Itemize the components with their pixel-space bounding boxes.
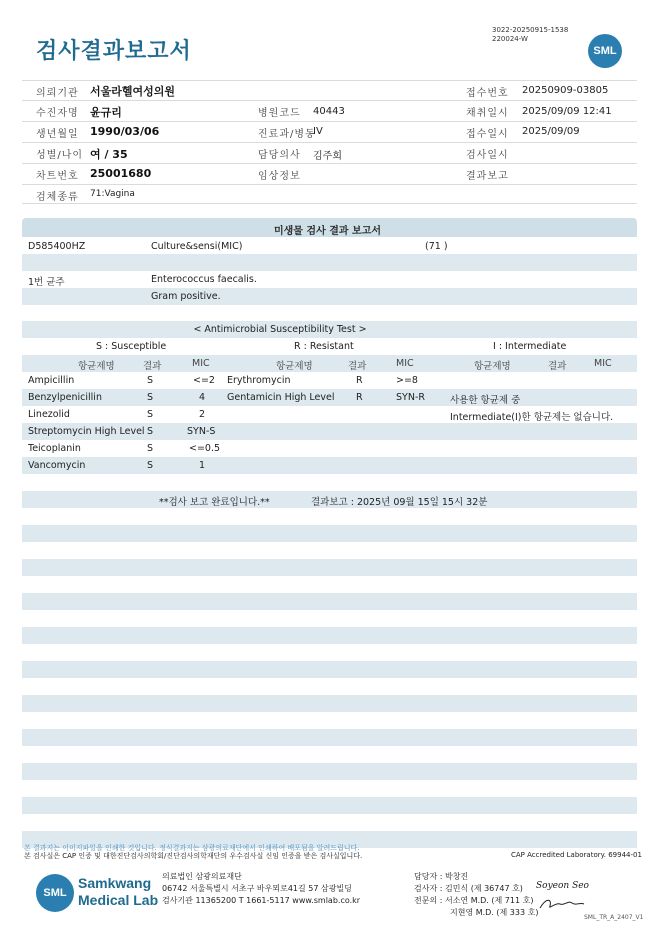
receipt-no-label: 접수번호 xyxy=(466,88,509,99)
chart-no-value: 25001680 xyxy=(90,167,152,180)
test-date-label: 검사일시 xyxy=(466,150,509,161)
page-title: 검사결과보고서 xyxy=(36,39,192,64)
completion-message: **검사 보고 완료입니다.** xyxy=(159,497,270,508)
hosp-code-label: 병원코드 xyxy=(258,108,301,119)
org-contact: 검사기관 11365200 T 1661-5117 www.smlab.co.kr xyxy=(162,896,361,905)
divider xyxy=(22,184,637,185)
drug-result: S xyxy=(147,443,154,454)
specialist-2: 지현영 M.D. (제 333 호) xyxy=(450,908,539,917)
drug-name: Vancomycin xyxy=(28,460,86,471)
drug-result: R xyxy=(356,392,363,403)
image-print-notice: 본 결과지는 이미지파일을 인쇄한 것입니다. 정식결과지는 삼광의료재단에서 인쇄하여 배포됨을 알려드립니다. xyxy=(24,844,360,852)
dept-value: IV xyxy=(313,126,323,137)
col-drug-header: 항균제명 xyxy=(78,361,115,372)
report-time: 결과보고 : 2025년 09월 15일 15시 32분 xyxy=(311,497,488,508)
signature: Soyeon Seo xyxy=(536,881,589,891)
divider xyxy=(22,80,637,81)
collect-date-value: 2025/09/09 12:41 xyxy=(522,106,612,117)
dob-label: 생년월일 xyxy=(36,129,79,140)
specimen-value: 71:Vagina xyxy=(90,189,135,199)
col-mic-header: MIC xyxy=(594,358,612,369)
test-number: (71 ) xyxy=(425,241,448,252)
drug-name: Streptomycin High Level xyxy=(28,426,145,437)
drug-mic: 4 xyxy=(199,392,206,403)
drug-result: S xyxy=(147,426,154,437)
intermediate-note-1: 사용한 항균제 중 xyxy=(450,395,521,406)
brand-line1: Samkwang xyxy=(78,875,152,891)
divider xyxy=(22,203,637,204)
empty-band xyxy=(22,627,637,644)
drug-name: Teicoplanin xyxy=(28,443,81,454)
empty-band xyxy=(22,525,637,542)
legend-susceptible: S : Susceptible xyxy=(96,341,167,352)
org-address: 06742 서울특별시 서초구 바우뫼로41길 57 삼광빌딩 xyxy=(162,884,352,893)
chart-no-label: 차트번호 xyxy=(36,171,79,182)
drug-mic: SYN-R xyxy=(396,392,425,403)
col-drug-header: 항균제명 xyxy=(276,361,313,372)
sex-age-label: 성별/나이 xyxy=(36,150,84,161)
drug-mic: 1 xyxy=(199,460,206,471)
specimen-label: 검체종류 xyxy=(36,192,79,203)
receipt-no-value: 20250909-03805 xyxy=(522,85,609,96)
drug-name: Linezolid xyxy=(28,409,70,420)
drug-name: Erythromycin xyxy=(227,375,291,386)
col-mic-header: MIC xyxy=(192,358,210,369)
col-result-header: 결과 xyxy=(348,361,367,372)
row-band xyxy=(22,288,637,305)
receipt-date-value: 2025/09/09 xyxy=(522,126,580,137)
dept-label: 진료과/병동 xyxy=(258,129,316,140)
intermediate-note-2: Intermediate(I)한 항균제는 없습니다. xyxy=(450,412,614,423)
drug-result: S xyxy=(147,392,154,403)
drug-result: S xyxy=(147,460,154,471)
legend-intermediate: I : Intermediate xyxy=(493,341,567,352)
divider xyxy=(22,142,637,143)
test-name: Culture&sensi(MIC) xyxy=(151,241,243,252)
accreditation-notice: 본 검사실은 CAP 인증 및 대한진단검사의학회/진단검사의학재단의 우수검사실 신임 인증을 받은 검사실입니다. xyxy=(24,852,363,860)
organism-name: Enterococcus faecalis. xyxy=(151,274,257,285)
strain-label: 1번 균주 xyxy=(28,277,65,288)
micro-section-title: 미생물 검사 결과 보고서 xyxy=(273,226,382,237)
report-date-label: 결과보고 xyxy=(466,171,509,182)
drug-name: Ampicillin xyxy=(28,375,75,386)
empty-band xyxy=(22,695,637,712)
empty-band xyxy=(22,797,637,814)
test-code: D585400HZ xyxy=(28,241,86,252)
divider xyxy=(22,163,637,164)
empty-band xyxy=(22,763,637,780)
specialist-1: 전문의 : 서소연 M.D. (제 711 호) xyxy=(414,896,534,905)
hospital-label: 의뢰기관 xyxy=(36,88,79,99)
ast-title: < Antimicrobial Susceptibility Test > xyxy=(193,324,367,335)
collect-date-label: 채취일시 xyxy=(466,108,509,119)
cap-accreditation: CAP Accredited Laboratory. 69944-01 xyxy=(511,851,642,859)
samkwang-logo-mark: SML xyxy=(36,874,74,912)
row-band xyxy=(22,254,637,271)
drug-mic: >=8 xyxy=(396,375,418,386)
sml-logo: SML xyxy=(588,34,622,68)
name-label: 수진자명 xyxy=(36,108,79,119)
drug-mic: <=2 xyxy=(193,375,215,386)
drug-mic: SYN-S xyxy=(187,426,216,437)
sex-age-value: 여 / 35 xyxy=(90,148,128,161)
samkwang-brand xyxy=(78,875,158,909)
drug-name: Benzylpenicillin xyxy=(28,392,102,403)
drug-result: R xyxy=(356,375,363,386)
drug-result: S xyxy=(147,375,154,386)
doctor-label: 담당의사 xyxy=(258,150,301,161)
manager: 담당자 : 박창진 xyxy=(414,872,469,881)
row-band xyxy=(22,457,637,474)
col-result-header: 결과 xyxy=(548,361,567,372)
form-code: SML_TR_A_2407_V1 xyxy=(584,914,644,921)
org-name: 의료법인 삼광의료재단 xyxy=(162,872,242,881)
document-id-line2: 220024-W xyxy=(492,35,528,43)
hospital-value: 서울라헬여성의원 xyxy=(90,85,176,98)
drug-mic: 2 xyxy=(199,409,206,420)
gram-stain: Gram positive. xyxy=(151,291,221,302)
brand-line2: Medical Lab xyxy=(78,892,159,908)
empty-band xyxy=(22,559,637,576)
tester: 검사자 : 김민식 (제 36747 호) xyxy=(414,884,523,893)
signature-scribble xyxy=(538,896,586,912)
clinical-label: 임상정보 xyxy=(258,171,301,182)
empty-band xyxy=(22,593,637,610)
hosp-code-value: 40443 xyxy=(313,106,345,117)
doctor-value: 김주희 xyxy=(313,151,342,162)
drug-result: S xyxy=(147,409,154,420)
dob-value: 1990/03/06 xyxy=(90,125,160,138)
document-id xyxy=(492,26,568,44)
col-drug-header: 항균제명 xyxy=(474,361,511,372)
receipt-date-label: 접수일시 xyxy=(466,129,509,140)
empty-band xyxy=(22,729,637,746)
empty-band xyxy=(22,661,637,678)
col-mic-header: MIC xyxy=(396,358,414,369)
legend-resistant: R : Resistant xyxy=(294,341,354,352)
drug-name: Gentamicin High Level xyxy=(227,392,335,403)
document-id-line1: 3022-20250915-1538 xyxy=(492,26,569,34)
drug-mic: <=0.5 xyxy=(189,443,221,454)
name-value: 윤규리 xyxy=(90,106,122,119)
divider xyxy=(22,100,637,101)
divider xyxy=(22,121,637,122)
col-result-header: 결과 xyxy=(143,361,162,372)
